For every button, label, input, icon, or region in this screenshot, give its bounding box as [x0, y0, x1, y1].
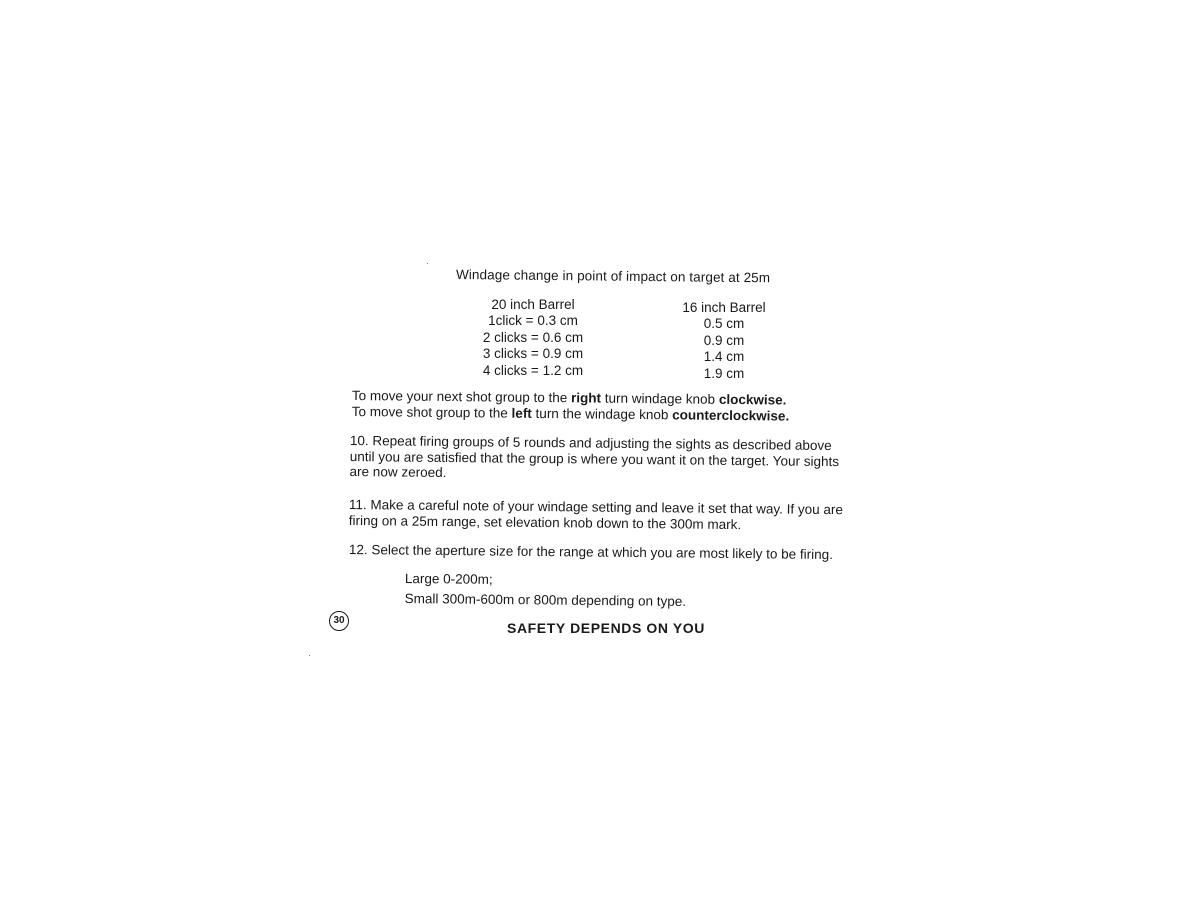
move-left-line	[352, 403, 790, 423]
step-12	[349, 542, 833, 563]
footer-slogan: SAFETY DEPENDS ON YOU	[507, 620, 706, 636]
step-line: are now zeroed.	[349, 463, 447, 481]
table-cell: 2 clicks = 0.6 cm	[482, 329, 584, 345]
table-title: Windage change in point of impact on target at 25m	[455, 267, 771, 286]
bold-text: right	[570, 390, 602, 406]
table-cell: 0.9 cm	[703, 332, 745, 348]
column-header: 20 inch Barrel	[491, 297, 575, 312]
table-cell: 1click = 0.3 cm	[488, 313, 578, 329]
scan-speck	[309, 655, 310, 656]
text-run: To move your next shot group to the	[351, 388, 572, 406]
step-11	[349, 497, 843, 533]
page-number-badge: 30	[329, 611, 349, 631]
table-cell: 1.9 cm	[703, 365, 745, 381]
step-line: 12. Select the aperture size for the range at which you are most likely to be firing.	[348, 542, 833, 563]
step-line: 10. Repeat firing groups of 5 rounds and adjusting the sights as described above	[349, 433, 832, 454]
table-cell: 4 clicks = 1.2 cm	[482, 362, 584, 378]
table-column-16-inch	[664, 300, 784, 382]
text-run: turn windage knob	[600, 390, 719, 407]
step-line: firing on a 25m range, set elevation knob down to the 300m mark.	[348, 512, 742, 532]
bold-text: counterclockwise.	[672, 406, 790, 424]
text-run: turn the windage knob	[531, 405, 673, 422]
bold-text: clockwise.	[718, 391, 787, 408]
table-cell: 1.4 cm	[703, 349, 745, 365]
move-instructions	[352, 388, 790, 424]
bold-text: left	[511, 405, 532, 421]
text-run: To move shot group to the	[351, 403, 512, 421]
column-header: 16 inch Barrel	[682, 300, 766, 315]
aperture-sizes	[405, 569, 687, 612]
step-line: 11. Make a careful note of your windage setting and leave it set that way. If you are	[348, 497, 844, 518]
table-cell: 3 clicks = 0.9 cm	[482, 346, 584, 362]
table-column-20-inch	[468, 297, 598, 379]
step-10	[350, 433, 840, 485]
table-cell: 0.5 cm	[703, 316, 745, 332]
aperture-large: Large 0-200m;	[404, 570, 493, 587]
step-line: until you are satisfied that the group is where you want it on the target. Your sights	[349, 448, 840, 469]
aperture-small: Small 300m-600m or 800m depending on type.	[404, 590, 687, 609]
scan-speck	[427, 263, 428, 264]
